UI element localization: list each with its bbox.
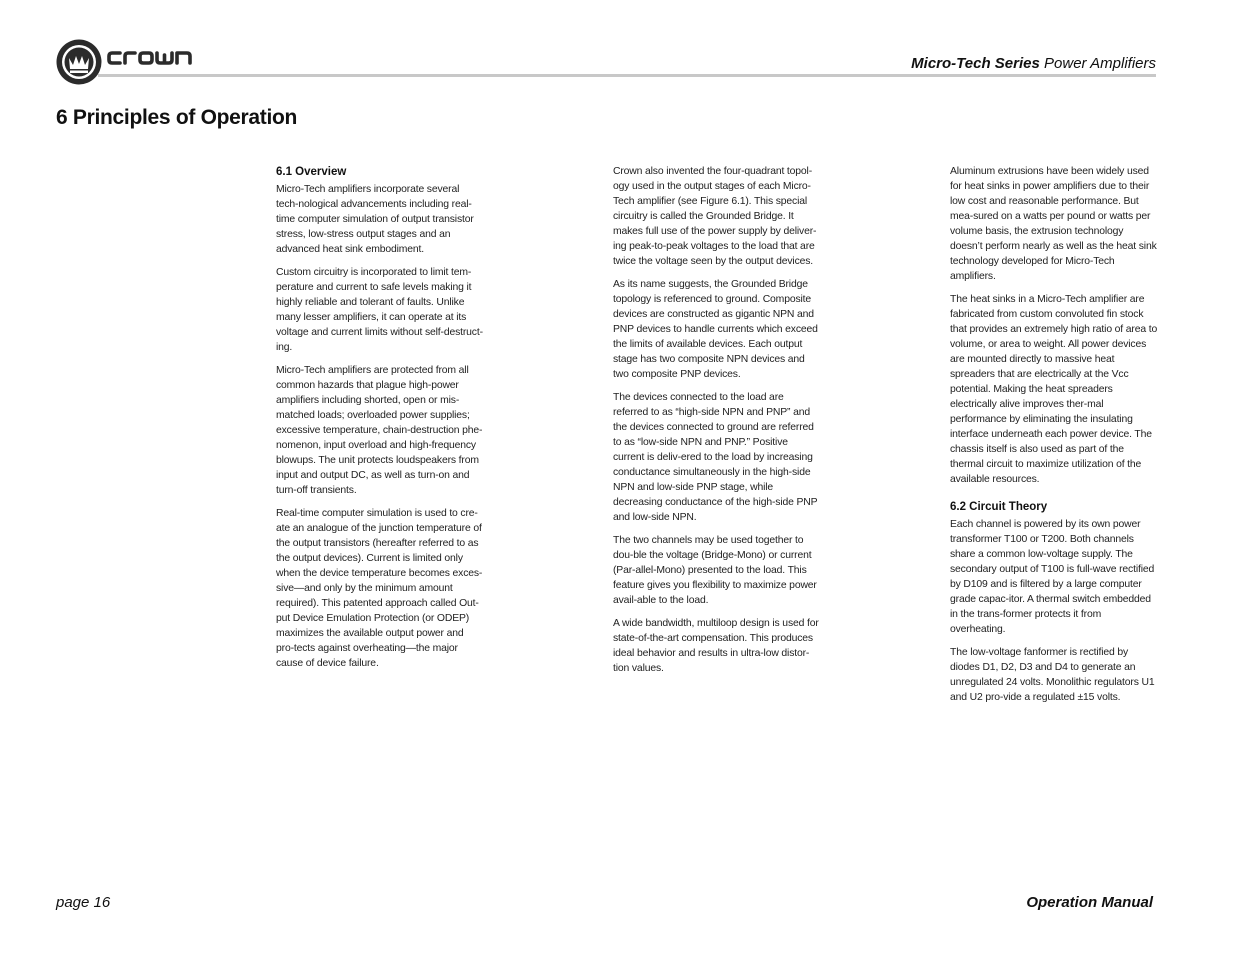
paragraph: Crown also invented the four-quadrant topol-ogy used in the output stages of each Micro-Tech amplifier (see Figure 6.1). This special circuitry is called the Grounded Bridge. It makes full use of the power supply by deliver-ing peak-to-peak voltages to the load that are twice the voltage seen by the output devices. (613, 166, 817, 267)
series-suffix: Power Amplifiers (1044, 55, 1156, 72)
paragraph: The two channels may be used together to dou-ble the voltage (Bridge-Mono) or current (Par-allel-Mono) presented to the load. This feature gives you flexibility to maximize power avail-able to the load. (613, 535, 817, 606)
paragraph: The low-voltage fanformer is rectified by diodes D1, D2, D3 and D4 to generate an unregulated 24 volts. Monolithic regulators U1 and U2 pro-vide a regulated ±15 volts. (950, 647, 1155, 703)
crown-logo-icon (55, 38, 103, 86)
crown-wordmark (106, 47, 198, 69)
column-1 (276, 164, 484, 679)
column-2 (613, 164, 821, 684)
manual-title: Operation Manual (1026, 894, 1153, 911)
paragraph: Each channel is powered by its own power transformer T100 or T200. Both channels share a common low-voltage supply. The secondary output of T100 is full-wave rectified by D109 and is filtered by a large computer grade capac-itor. A thermal switch embedded in the trans-former protects it from overheating. (950, 519, 1155, 635)
circuit-theory-heading: 6.2 Circuit Theory (950, 501, 1048, 513)
paragraph: As its name suggests, the Grounded Bridge topology is referenced to ground. Composite devices are constructed as gigantic NPN and PNP devices to handle currents which exceed the limits of available devices. Each output stage has two composite NPN devices and two composite PNP devices. (613, 279, 818, 380)
paragraph: Micro-Tech amplifiers are protected from all common hazards that plague high-power amplifiers including shorted, open or mis-matched loads; overloaded power supplies; excessive temperature, chain-destruction phe-nomenon, input overload and high-frequency blowups. The unit protects loudspeakers from input and output DC, as well as turn-on and turn-off transients. (276, 365, 483, 496)
paragraph: The heat sinks in a Micro-Tech amplifier are fabricated from custom convoluted fin stock that provides an extremely high ratio of area to volume, or area to weight. All power devices are mounted directly to massive heat spreaders that are electrically at the Vcc potential. Making the heat spreaders electrically alive improves ther-mal performance by eliminating the insulating interface underneath each power device. The chassis itself is also used as part of the thermal circuit to maximize utilization of the available resources. (950, 294, 1158, 485)
header-rule (98, 74, 1156, 77)
paragraph: Custom circuitry is incorporated to limit tem-perature and current to safe levels making it highly reliable and tolerant of faults. Unlike many lesser amplifiers, it can operate at its voltage and current limits without self-destruct-ing. (276, 267, 483, 353)
column-3 (950, 164, 1158, 713)
paragraph: Aluminum extrusions have been widely used for heat sinks in power amplifiers due to their low cost and reasonable performance. But mea-sured on a watts per pound or watts per volume basis, the extrusion technology doesn’t perform nearly as well as the heat sink technology developed for Micro-Tech amplifiers. (950, 166, 1157, 282)
paragraph: A wide bandwidth, multiloop design is used for state-of-the-art compensation. This produces ideal behavior and results in ultra-low distor-tion values. (613, 618, 819, 674)
series-name: Micro-Tech Series (911, 55, 1040, 72)
section-title: 6 Principles of Operation (56, 106, 298, 129)
paragraph: The devices connected to the load are referred to as “high-side NPN and PNP” and the devices connected to ground are referred to as “low-side NPN and PNP.” Positive current is deliv-ered to the load by increasing conductance simultaneously in the high-side NPN and low-side PNP stage, while decreasing conductance of the high-side PNP and low-side NPN. (613, 392, 818, 523)
paragraph: Micro-Tech amplifiers incorporate several tech-nological advancements including real-time computer simulation of output transistor stress, low-stress output stages and an advanced heat sink embodiment. (276, 184, 474, 255)
page-number: page 16 (56, 894, 111, 911)
paragraph: Real-time computer simulation is used to cre-ate an analogue of the junction temperature of the output transistors (hereafter referred to as the output devices). Current is limited only when the device temperature becomes exces-sive—and only by the minimum amount required). This patented approach called Out-put Device Emulation Protection (or ODEP) maximizes the available output power and pro-tects against overheating—the major cause of device failure. (276, 508, 483, 669)
overview-heading: 6.1 Overview (276, 166, 347, 178)
header-title (911, 55, 1156, 72)
